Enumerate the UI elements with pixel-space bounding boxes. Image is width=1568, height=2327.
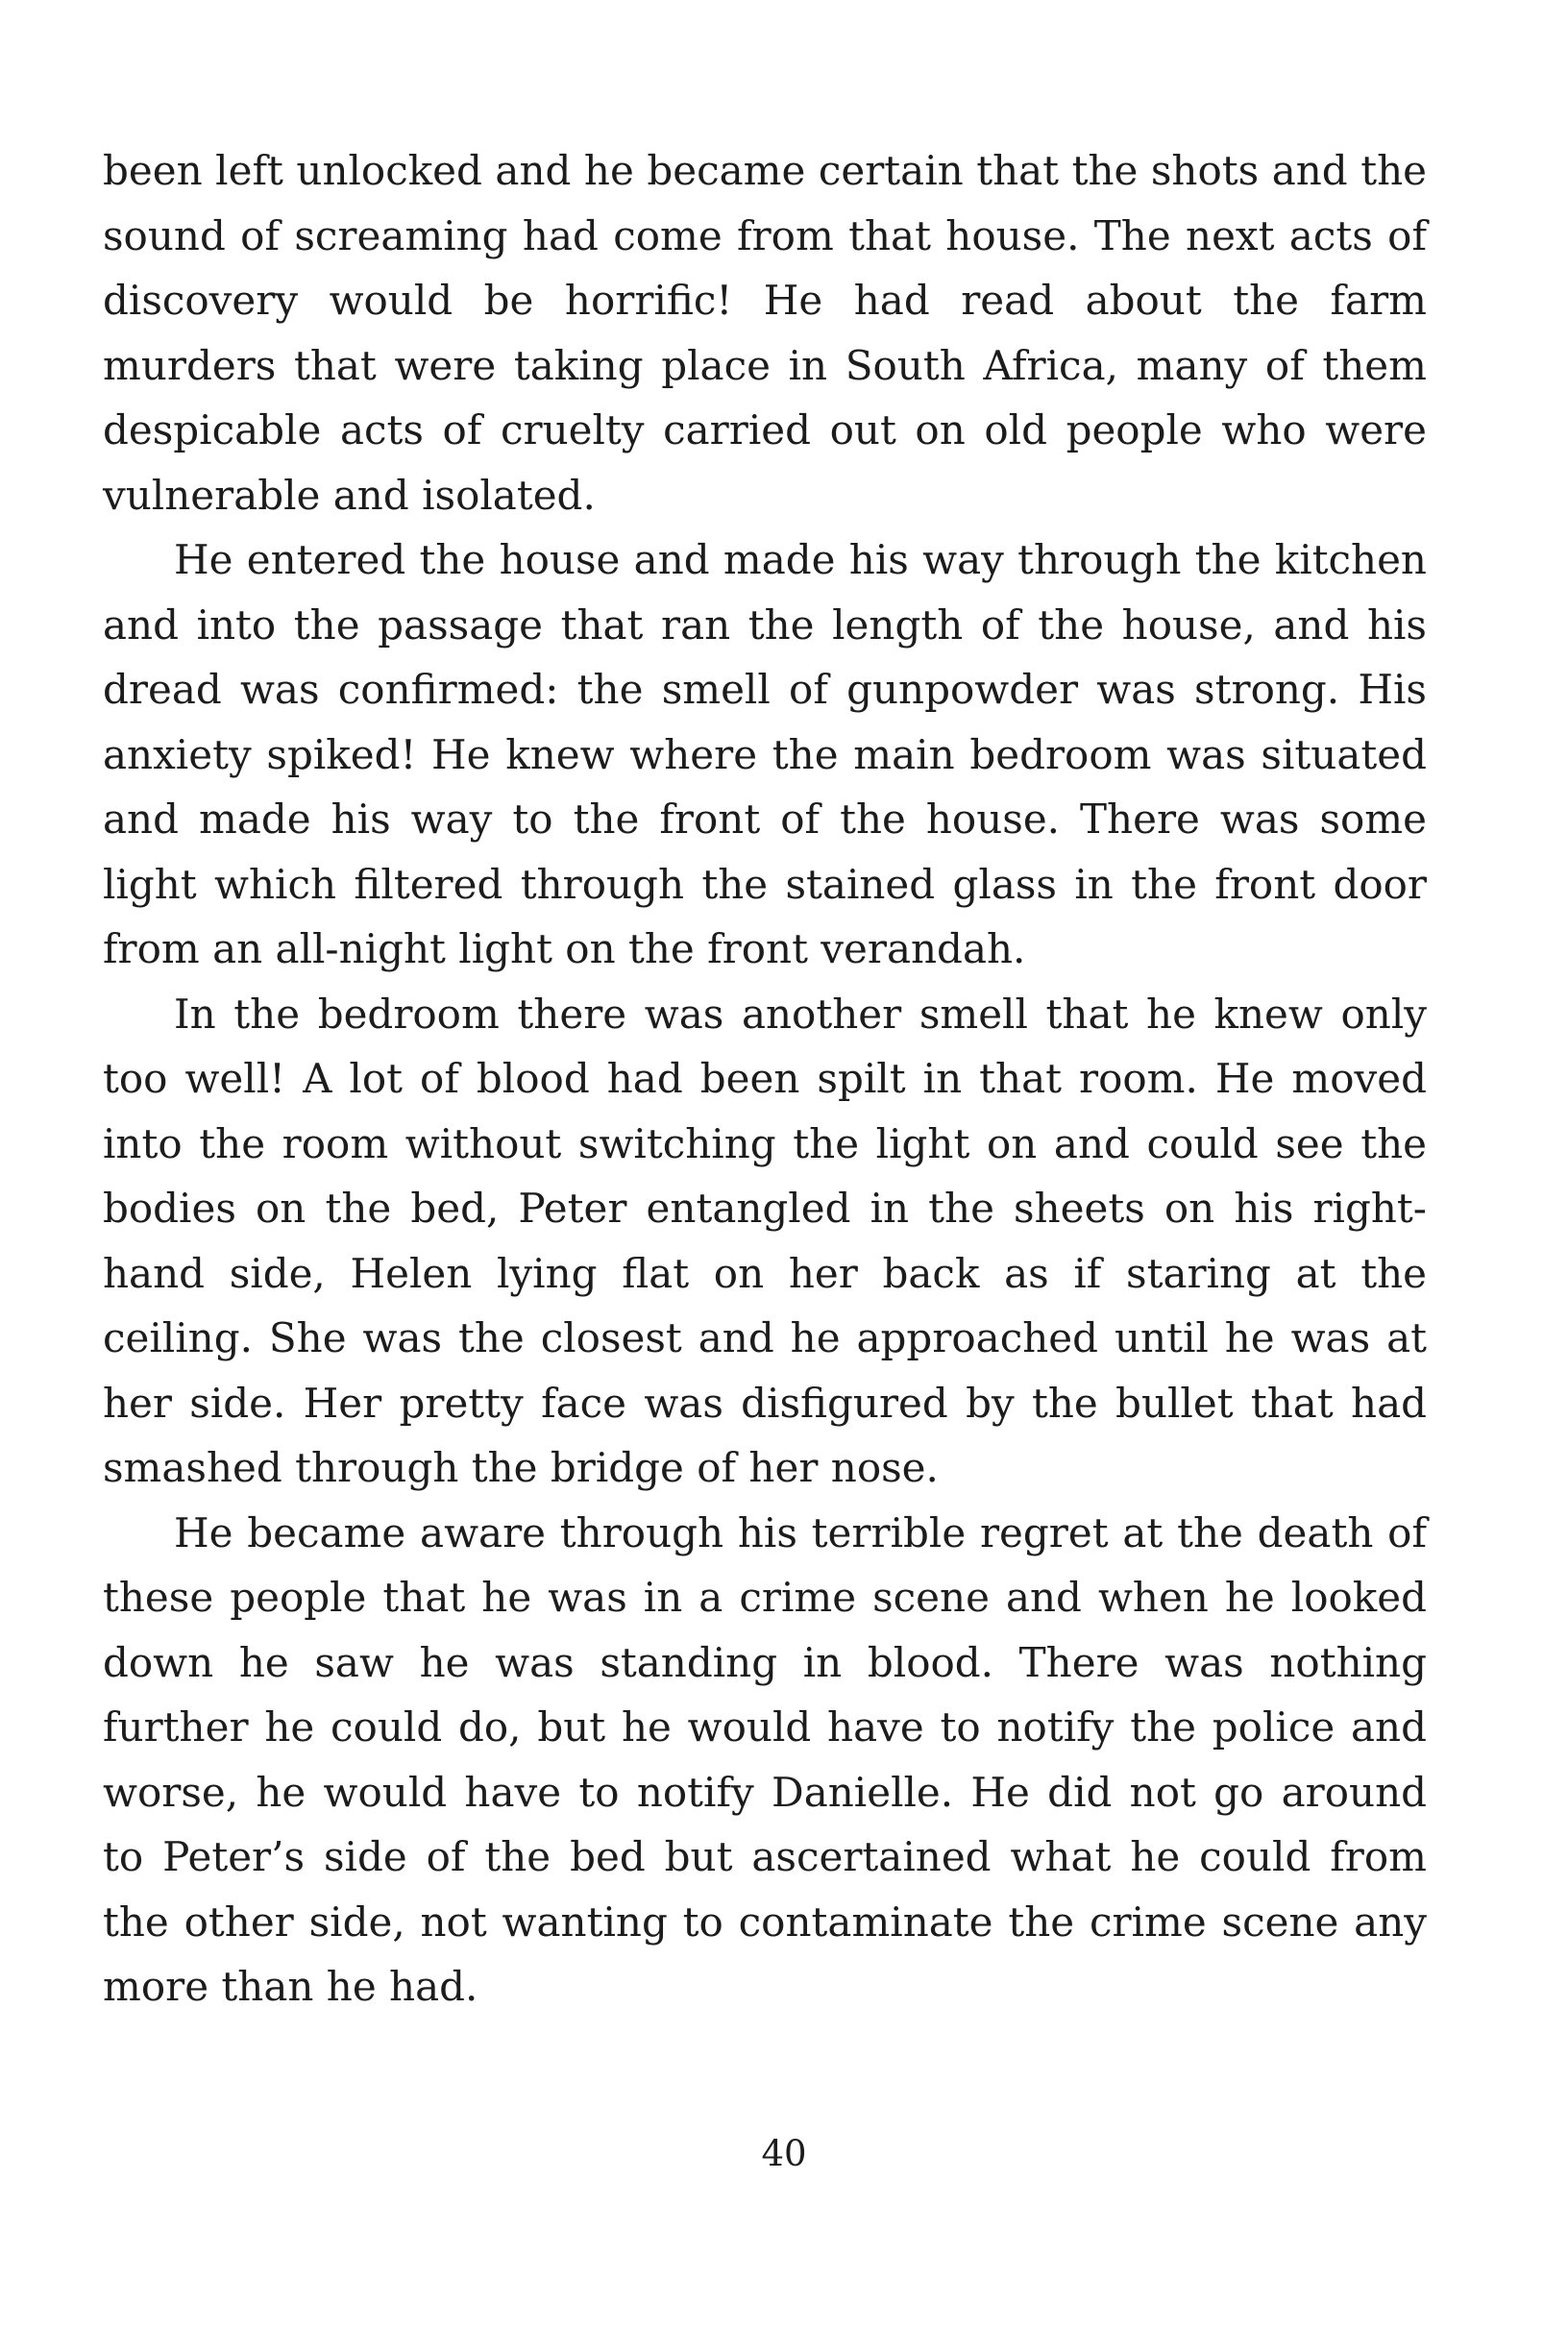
paragraph-3: In the bedroom there was another smell that he knew only too well! A lot of blood had been spilt in that room. He moved into the room without switching the light on and could see the bodies on the bed, Peter entangled in the sheets on his right-hand side, Helen lying flat on her back as if staring at the ceiling. She was the closest and he approached until he was at her side. Her pretty face was disfigured by the bullet that had smashed through the bridge of her nose. (103, 990, 1427, 1491)
body-text (103, 138, 1427, 2020)
paragraph-2: He entered the house and made his way through the kitchen and into the passage that ran the length of the house, and his dread was confirmed: the smell of gunpowder was strong. His anxiety spiked! He knew where the main bedroom was situated and made his way to the front of the house. There was some light which filtered through the stained glass in the front door from an all-night light on the front verandah. (103, 536, 1427, 972)
page-number: 40 (761, 2133, 807, 2174)
paragraph-1: been left unlocked and he became certain that the shots and the sound of screaming had come from that house. The next acts of discovery would be horrific! He had read about the farm murders that were taking place in South Africa, many of them despicable acts of cruelty carried out on old people who were vulnerable and isolated. (103, 147, 1427, 519)
paragraph-4: He became aware through his terrible regret at the death of these people that he was in a crime scene and when he looked down he saw he was standing in blood. There was nothing further he could do, but he would have to notify the police and worse, he would have to notify Danielle. He did not go around to Peter’s side of the bed but ascertained what he could from the other side, not wanting to contaminate the crime scene any more than he had. (103, 1508, 1427, 2010)
